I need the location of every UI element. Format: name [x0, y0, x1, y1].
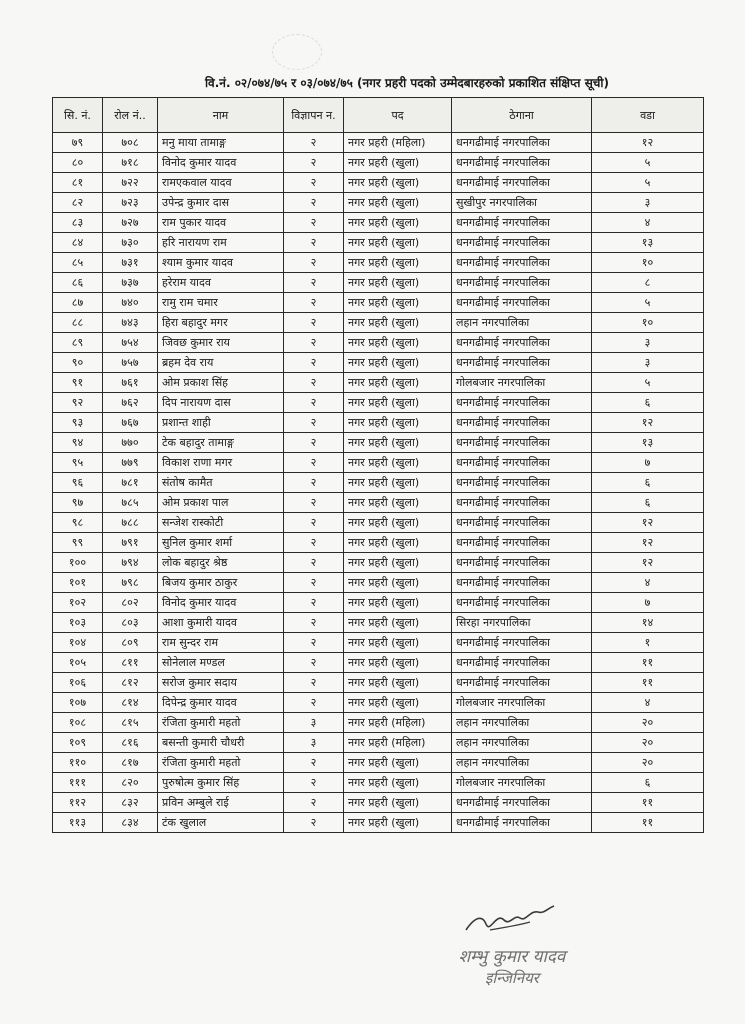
cell-serial-no: ९३ — [53, 413, 103, 433]
cell-roll-no: ८१५ — [103, 713, 158, 733]
cell-name: विनोद कुमार यादव — [158, 153, 284, 173]
cell-name: सन्जेश रास्कोटी — [158, 513, 284, 533]
cell-name: रंजिता कुमारी महतो — [158, 713, 284, 733]
table-row — [53, 493, 704, 513]
cell-advertisement-no: २ — [284, 533, 344, 553]
table-row — [53, 453, 704, 473]
table-row — [53, 733, 704, 753]
cell-serial-no: ९८ — [53, 513, 103, 533]
cell-post: नगर प्रहरी (खुला) — [344, 633, 452, 653]
cell-advertisement-no: २ — [284, 813, 344, 833]
header-advertisement-no: विज्ञापन न. — [284, 98, 344, 133]
cell-address: धनगढीमाई नगरपालिका — [452, 273, 592, 293]
cell-name: आशा कुमारी यादव — [158, 613, 284, 633]
cell-roll-no: ७०८ — [103, 133, 158, 153]
cell-address: धनगढीमाई नगरपालिका — [452, 213, 592, 233]
cell-serial-no: १०६ — [53, 673, 103, 693]
cell-advertisement-no: २ — [284, 673, 344, 693]
cell-advertisement-no: २ — [284, 253, 344, 273]
table-row — [53, 553, 704, 573]
cell-ward: १२ — [592, 553, 704, 573]
cell-serial-no: ९२ — [53, 393, 103, 413]
cell-roll-no: ७७० — [103, 433, 158, 453]
cell-roll-no: ८३४ — [103, 813, 158, 833]
cell-name: संतोष कामैत — [158, 473, 284, 493]
table-row — [53, 613, 704, 633]
cell-address: गोलबजार नगरपालिका — [452, 693, 592, 713]
cell-ward: ४ — [592, 573, 704, 593]
cell-advertisement-no: २ — [284, 753, 344, 773]
cell-address: धनगढीमाई नगरपालिका — [452, 513, 592, 533]
table-row — [53, 393, 704, 413]
cell-post: नगर प्रहरी (खुला) — [344, 253, 452, 273]
cell-address: सुखीपुर नगरपालिका — [452, 193, 592, 213]
cell-roll-no: ७२३ — [103, 193, 158, 213]
table-row — [53, 513, 704, 533]
cell-address: धनगढीमाई नगरपालिका — [452, 653, 592, 673]
cell-name: विनोद कुमार यादव — [158, 593, 284, 613]
cell-roll-no: ७६२ — [103, 393, 158, 413]
cell-name: दिपेन्द्र कुमार यादव — [158, 693, 284, 713]
cell-ward: ११ — [592, 673, 704, 693]
cell-name: रामएकवाल यादव — [158, 173, 284, 193]
table-row — [53, 753, 704, 773]
cell-serial-no: ८६ — [53, 273, 103, 293]
cell-serial-no: १०३ — [53, 613, 103, 633]
table-row — [53, 653, 704, 673]
table-row — [53, 713, 704, 733]
cell-name: विकाश राणा मगर — [158, 453, 284, 473]
cell-serial-no: ८९ — [53, 333, 103, 353]
cell-advertisement-no: २ — [284, 193, 344, 213]
cell-serial-no: १०२ — [53, 593, 103, 613]
cell-address: धनगढीमाई नगरपालिका — [452, 573, 592, 593]
table-row — [53, 773, 704, 793]
table-row — [53, 433, 704, 453]
cell-post: नगर प्रहरी (खुला) — [344, 573, 452, 593]
cell-name: प्रशान्त शाही — [158, 413, 284, 433]
table-row — [53, 573, 704, 593]
cell-address: धनगढीमाई नगरपालिका — [452, 473, 592, 493]
cell-roll-no: ७३० — [103, 233, 158, 253]
cell-ward: ४ — [592, 213, 704, 233]
cell-serial-no: ९१ — [53, 373, 103, 393]
cell-ward: ३ — [592, 353, 704, 373]
cell-roll-no: ७८८ — [103, 513, 158, 533]
cell-advertisement-no: २ — [284, 133, 344, 153]
table-row — [53, 273, 704, 293]
table-row — [53, 353, 704, 373]
cell-ward: ६ — [592, 473, 704, 493]
cell-post: नगर प्रहरी (खुला) — [344, 413, 452, 433]
cell-post: नगर प्रहरी (खुला) — [344, 753, 452, 773]
cell-advertisement-no: २ — [284, 793, 344, 813]
cell-address: धनगढीमाई नगरपालिका — [452, 333, 592, 353]
cell-roll-no: ७३७ — [103, 273, 158, 293]
cell-advertisement-no: २ — [284, 573, 344, 593]
cell-serial-no: ८२ — [53, 193, 103, 213]
cell-serial-no: ११२ — [53, 793, 103, 813]
cell-name: रंजिता कुमारी महतो — [158, 753, 284, 773]
cell-serial-no: ९६ — [53, 473, 103, 493]
cell-ward: १२ — [592, 133, 704, 153]
cell-advertisement-no: २ — [284, 293, 344, 313]
cell-address: लहान नगरपालिका — [452, 713, 592, 733]
cell-serial-no: ८३ — [53, 213, 103, 233]
cell-post: नगर प्रहरी (खुला) — [344, 693, 452, 713]
table-row — [53, 293, 704, 313]
cell-serial-no: ८७ — [53, 293, 103, 313]
cell-serial-no: ८५ — [53, 253, 103, 273]
table-row — [53, 633, 704, 653]
table-row — [53, 193, 704, 213]
header-address: ठेगाना — [452, 98, 592, 133]
cell-ward: ७ — [592, 593, 704, 613]
cell-name: उपेन्द्र कुमार दास — [158, 193, 284, 213]
cell-post: नगर प्रहरी (खुला) — [344, 193, 452, 213]
table-row — [53, 813, 704, 833]
cell-name: हरि नारायण राम — [158, 233, 284, 253]
cell-advertisement-no: २ — [284, 373, 344, 393]
header-ward: वडा — [592, 98, 704, 133]
cell-serial-no: १०७ — [53, 693, 103, 713]
cell-name: हिरा बहादुर मगर — [158, 313, 284, 333]
table-row — [53, 173, 704, 193]
candidate-table — [52, 97, 704, 833]
cell-post: नगर प्रहरी (खुला) — [344, 153, 452, 173]
cell-ward: ११ — [592, 813, 704, 833]
cell-roll-no: ७४० — [103, 293, 158, 313]
cell-address: सिरहा नगरपालिका — [452, 613, 592, 633]
cell-advertisement-no: ३ — [284, 733, 344, 753]
cell-post: नगर प्रहरी (खुला) — [344, 453, 452, 473]
cell-roll-no: ७८१ — [103, 473, 158, 493]
table-row — [53, 373, 704, 393]
cell-name: बसन्ती कुमारी चौधरी — [158, 733, 284, 753]
cell-name: ओम प्रकाश पाल — [158, 493, 284, 513]
cell-ward: ५ — [592, 153, 704, 173]
cell-name: राम सुन्दर राम — [158, 633, 284, 653]
cell-roll-no: ७५४ — [103, 333, 158, 353]
cell-name: सरोज कुमार सदाय — [158, 673, 284, 693]
cell-address: लहान नगरपालिका — [452, 313, 592, 333]
cell-roll-no: ८०९ — [103, 633, 158, 653]
table-row — [53, 593, 704, 613]
table-row — [53, 233, 704, 253]
cell-ward: १३ — [592, 233, 704, 253]
cell-roll-no: ७९८ — [103, 573, 158, 593]
cell-roll-no: ८०२ — [103, 593, 158, 613]
cell-name: टेक बहादुर तामाङ्ग — [158, 433, 284, 453]
cell-advertisement-no: २ — [284, 313, 344, 333]
cell-serial-no: ९४ — [53, 433, 103, 453]
cell-ward: ३ — [592, 193, 704, 213]
cell-post: नगर प्रहरी (महिला) — [344, 713, 452, 733]
cell-post: नगर प्रहरी (महिला) — [344, 733, 452, 753]
cell-serial-no: १०४ — [53, 633, 103, 653]
cell-ward: २० — [592, 713, 704, 733]
cell-address: धनगढीमाई नगरपालिका — [452, 153, 592, 173]
table-row — [53, 253, 704, 273]
cell-ward: ६ — [592, 773, 704, 793]
cell-address: धनगढीमाई नगरपालिका — [452, 593, 592, 613]
cell-ward: ३ — [592, 333, 704, 353]
cell-ward: १० — [592, 313, 704, 333]
cell-roll-no: ७६१ — [103, 373, 158, 393]
cell-roll-no: ७९१ — [103, 533, 158, 553]
cell-ward: ४ — [592, 693, 704, 713]
table-row — [53, 333, 704, 353]
faded-seal — [272, 34, 322, 70]
cell-advertisement-no: २ — [284, 453, 344, 473]
cell-serial-no: १०० — [53, 553, 103, 573]
cell-address: धनगढीमाई नगरपालिका — [452, 393, 592, 413]
header-serial-no: सि. नं. — [53, 98, 103, 133]
cell-advertisement-no: ३ — [284, 713, 344, 733]
cell-post: नगर प्रहरी (खुला) — [344, 493, 452, 513]
cell-address: लहान नगरपालिका — [452, 733, 592, 753]
cell-post: नगर प्रहरी (खुला) — [344, 473, 452, 493]
cell-address: गोलबजार नगरपालिका — [452, 773, 592, 793]
cell-ward: ६ — [592, 493, 704, 513]
cell-advertisement-no: २ — [284, 273, 344, 293]
cell-name: राम पुकार यादव — [158, 213, 284, 233]
cell-address: धनगढीमाई नगरपालिका — [452, 173, 592, 193]
cell-advertisement-no: २ — [284, 773, 344, 793]
cell-address: धनगढीमाई नगरपालिका — [452, 793, 592, 813]
cell-ward: ५ — [592, 173, 704, 193]
cell-ward: ५ — [592, 373, 704, 393]
cell-serial-no: ९० — [53, 353, 103, 373]
cell-roll-no: ७६७ — [103, 413, 158, 433]
cell-post: नगर प्रहरी (खुला) — [344, 333, 452, 353]
cell-post: नगर प्रहरी (खुला) — [344, 213, 452, 233]
cell-serial-no: १०१ — [53, 573, 103, 593]
cell-advertisement-no: २ — [284, 173, 344, 193]
signatory-designation: इन्जिनियर — [485, 969, 539, 987]
cell-roll-no: ७४३ — [103, 313, 158, 333]
cell-roll-no: ७५७ — [103, 353, 158, 373]
cell-roll-no: ७२७ — [103, 213, 158, 233]
cell-name: हरेराम यादव — [158, 273, 284, 293]
cell-serial-no: ११० — [53, 753, 103, 773]
cell-roll-no: ७३१ — [103, 253, 158, 273]
cell-ward: ६ — [592, 393, 704, 413]
cell-roll-no: ८३२ — [103, 793, 158, 813]
cell-address: धनगढीमाई नगरपालिका — [452, 493, 592, 513]
cell-address: धनगढीमाई नगरपालिका — [452, 353, 592, 373]
cell-roll-no: ८१२ — [103, 673, 158, 693]
cell-post: नगर प्रहरी (खुला) — [344, 553, 452, 573]
table-row — [53, 213, 704, 233]
cell-advertisement-no: २ — [284, 433, 344, 453]
cell-serial-no: ८० — [53, 153, 103, 173]
table-row — [53, 413, 704, 433]
cell-address: धनगढीमाई नगरपालिका — [452, 633, 592, 653]
cell-ward: १४ — [592, 613, 704, 633]
cell-name: बिजय कुमार ठाकुर — [158, 573, 284, 593]
table-row — [53, 673, 704, 693]
cell-ward: २० — [592, 753, 704, 773]
cell-name: दिप नारायण दास — [158, 393, 284, 413]
cell-address: धनगढीमाई नगरपालिका — [452, 813, 592, 833]
cell-advertisement-no: २ — [284, 413, 344, 433]
table-row — [53, 693, 704, 713]
cell-serial-no: ९५ — [53, 453, 103, 473]
cell-address: धनगढीमाई नगरपालिका — [452, 293, 592, 313]
cell-post: नगर प्रहरी (खुला) — [344, 613, 452, 633]
cell-roll-no: ७१८ — [103, 153, 158, 173]
cell-serial-no: १११ — [53, 773, 103, 793]
cell-roll-no: ८१४ — [103, 693, 158, 713]
cell-name: ओम प्रकाश सिंह — [158, 373, 284, 393]
cell-advertisement-no: २ — [284, 693, 344, 713]
cell-advertisement-no: २ — [284, 493, 344, 513]
cell-advertisement-no: २ — [284, 393, 344, 413]
cell-address: धनगढीमाई नगरपालिका — [452, 673, 592, 693]
cell-name: श्याम कुमार यादव — [158, 253, 284, 273]
cell-address: धनगढीमाई नगरपालिका — [452, 533, 592, 553]
cell-name: सोनेलाल मण्डल — [158, 653, 284, 673]
cell-name: ब्रहम देव राय — [158, 353, 284, 373]
cell-name: मनु माया तामाङ्ग — [158, 133, 284, 153]
cell-address: धनगढीमाई नगरपालिका — [452, 253, 592, 273]
cell-name: लोक बहादुर श्रेष्ठ — [158, 553, 284, 573]
cell-address: धनगढीमाई नगरपालिका — [452, 553, 592, 573]
cell-advertisement-no: २ — [284, 653, 344, 673]
cell-address: धनगढीमाई नगरपालिका — [452, 413, 592, 433]
cell-roll-no: ८१७ — [103, 753, 158, 773]
cell-address: धनगढीमाई नगरपालिका — [452, 133, 592, 153]
cell-ward: ७ — [592, 453, 704, 473]
table-row — [53, 313, 704, 333]
table-header-row — [53, 98, 704, 133]
cell-advertisement-no: २ — [284, 233, 344, 253]
cell-address: धनगढीमाई नगरपालिका — [452, 233, 592, 253]
cell-advertisement-no: २ — [284, 153, 344, 173]
header-name: नाम — [158, 98, 284, 133]
cell-ward: ५ — [592, 293, 704, 313]
cell-ward: ११ — [592, 653, 704, 673]
cell-serial-no: १०८ — [53, 713, 103, 733]
cell-post: नगर प्रहरी (खुला) — [344, 353, 452, 373]
cell-advertisement-no: २ — [284, 473, 344, 493]
cell-post: नगर प्रहरी (खुला) — [344, 793, 452, 813]
cell-roll-no: ७७९ — [103, 453, 158, 473]
table-row — [53, 793, 704, 813]
cell-ward: १२ — [592, 513, 704, 533]
cell-roll-no: ७८५ — [103, 493, 158, 513]
cell-serial-no: ७९ — [53, 133, 103, 153]
cell-ward: १२ — [592, 413, 704, 433]
table-row — [53, 473, 704, 493]
cell-post: नगर प्रहरी (खुला) — [344, 533, 452, 553]
cell-address: धनगढीमाई नगरपालिका — [452, 433, 592, 453]
cell-post: नगर प्रहरी (खुला) — [344, 813, 452, 833]
cell-serial-no: ९९ — [53, 533, 103, 553]
cell-roll-no: ८१६ — [103, 733, 158, 753]
cell-advertisement-no: २ — [284, 513, 344, 533]
cell-serial-no: १०९ — [53, 733, 103, 753]
cell-name: सुनिल कुमार शर्मा — [158, 533, 284, 553]
cell-address: लहान नगरपालिका — [452, 753, 592, 773]
cell-post: नगर प्रहरी (खुला) — [344, 273, 452, 293]
cell-post: नगर प्रहरी (खुला) — [344, 653, 452, 673]
cell-ward: २० — [592, 733, 704, 753]
cell-name: टंक खुलाल — [158, 813, 284, 833]
table-row — [53, 153, 704, 173]
cell-post: नगर प्रहरी (खुला) — [344, 233, 452, 253]
signature-block — [432, 900, 592, 1000]
cell-serial-no: ८४ — [53, 233, 103, 253]
cell-advertisement-no: २ — [284, 633, 344, 653]
cell-address: गोलबजार नगरपालिका — [452, 373, 592, 393]
cell-ward: १० — [592, 253, 704, 273]
cell-serial-no: ११३ — [53, 813, 103, 833]
cell-advertisement-no: २ — [284, 593, 344, 613]
signatory-name: शम्भु कुमार यादव — [458, 947, 566, 967]
cell-name: जिवछ कुमार राय — [158, 333, 284, 353]
cell-advertisement-no: २ — [284, 553, 344, 573]
cell-advertisement-no: २ — [284, 333, 344, 353]
table-row — [53, 133, 704, 153]
cell-ward: १३ — [592, 433, 704, 453]
cell-post: नगर प्रहरी (खुला) — [344, 393, 452, 413]
cell-post: नगर प्रहरी (खुला) — [344, 373, 452, 393]
header-post: पद — [344, 98, 452, 133]
cell-post: नगर प्रहरी (महिला) — [344, 133, 452, 153]
header-roll-no: रोल नं.. — [103, 98, 158, 133]
cell-name: पुरुषोत्म कुमार सिंह — [158, 773, 284, 793]
document-title: वि.नं. ०२/०७४/७५ र ०३/०७४/७५ (नगर प्रहरी पदको उम्मेदबारहरुको प्रकाशित संक्षिप्त सूची) — [204, 76, 610, 90]
cell-serial-no: ८१ — [53, 173, 103, 193]
cell-advertisement-no: २ — [284, 213, 344, 233]
cell-post: नगर प्रहरी (खुला) — [344, 593, 452, 613]
cell-name: रामु राम चमार — [158, 293, 284, 313]
cell-roll-no: ८११ — [103, 653, 158, 673]
cell-roll-no: ७९४ — [103, 553, 158, 573]
cell-serial-no: ९७ — [53, 493, 103, 513]
cell-serial-no: ८८ — [53, 313, 103, 333]
cell-post: नगर प्रहरी (खुला) — [344, 433, 452, 453]
cell-name: प्रविन अम्बुले राई — [158, 793, 284, 813]
cell-address: धनगढीमाई नगरपालिका — [452, 453, 592, 473]
cell-roll-no: ८०३ — [103, 613, 158, 633]
cell-serial-no: १०५ — [53, 653, 103, 673]
cell-roll-no: ७२२ — [103, 173, 158, 193]
cell-ward: ८ — [592, 273, 704, 293]
cell-post: नगर प्रहरी (खुला) — [344, 313, 452, 333]
cell-ward: १ — [592, 633, 704, 653]
table-row — [53, 533, 704, 553]
handwritten-signature-icon — [460, 900, 560, 944]
cell-advertisement-no: २ — [284, 613, 344, 633]
cell-post: नगर प्रहरी (खुला) — [344, 773, 452, 793]
cell-ward: १२ — [592, 533, 704, 553]
cell-post: नगर प्रहरी (खुला) — [344, 293, 452, 313]
cell-ward: ११ — [592, 793, 704, 813]
cell-roll-no: ८२० — [103, 773, 158, 793]
cell-post: नगर प्रहरी (खुला) — [344, 173, 452, 193]
cell-post: नगर प्रहरी (खुला) — [344, 673, 452, 693]
cell-advertisement-no: २ — [284, 353, 344, 373]
cell-post: नगर प्रहरी (खुला) — [344, 513, 452, 533]
